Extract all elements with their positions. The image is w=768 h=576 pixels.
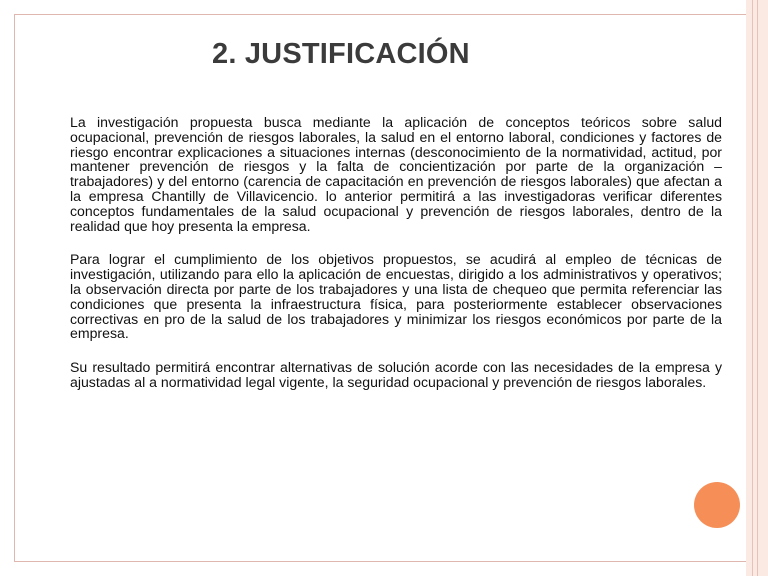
slide-body (70, 115, 722, 409)
paragraph-2: Para lograr el cumplimiento de los objetivos propuestos, se acudirá al empleo de técnicas de investigación, utilizando para ello la aplicación de encuestas, dirigido a los administrativos y operativos; la observación directa por parte de los trabajadores y una lista de chequeo que permita referenciar las condiciones que presenta la infraestructura física, para posteriormente establecer observaciones correctivas en pro de la salud de los trabajadores y minimizar los riesgos económicos por parte de la empresa. (70, 251, 722, 342)
paragraph-1: La investigación propuesta busca mediante la aplicación de conceptos teóricos sobre salud ocupacional, prevención de riesgos laborales, la salud en el entorno laboral, condiciones y factores de riesgo encontrar explicaciones a situaciones internas (desconocimiento de la normatividad, actitud, por mantener prevención de riesgos y la falta de concientización por parte de la organización – trabajadores) y del entorno (carencia de capacitación en prevención de riesgos laborales) que afectan a la empresa Chantilly de Villavicencio. lo anterior permitirá a las investigadoras verificar diferentes conceptos fundamentales de la salud ocupacional y prevención de riesgos laborales, dentro de la realidad que hoy presenta la empresa. (70, 114, 722, 234)
orange-circle-icon (694, 482, 740, 528)
decorative-side-band (746, 0, 768, 576)
slide-title: 2. JUSTIFICACIÓN (212, 38, 470, 70)
paragraph-3: Su resultado permitirá encontrar alternativas de solución acorde con las necesidades de la empresa y ajustadas al a normatividad legal vigente, la seguridad ocupacional y prevención de riesgos laborales. (70, 359, 722, 390)
